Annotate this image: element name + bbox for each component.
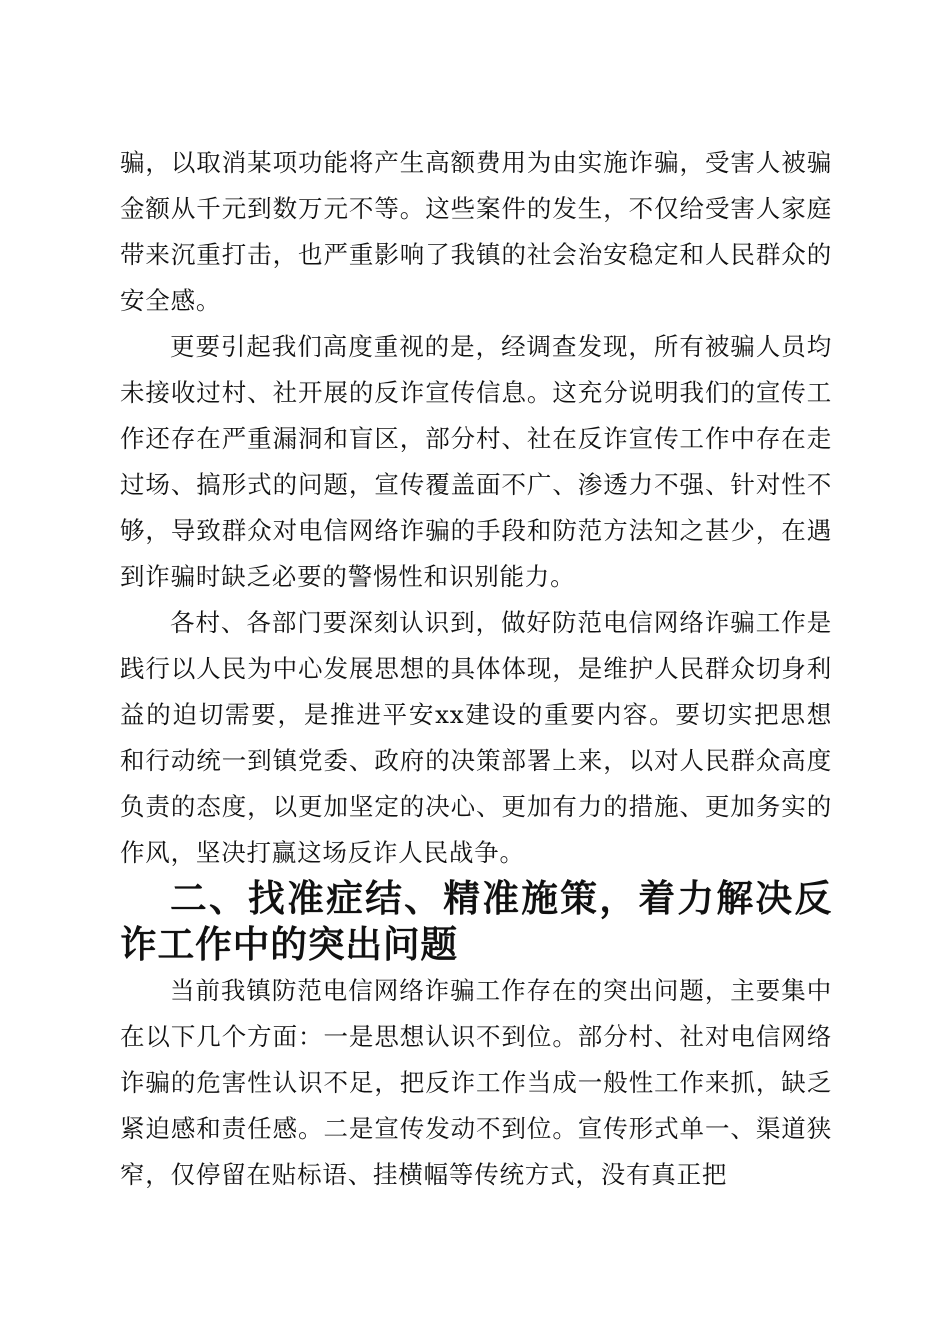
paragraph-understanding: 各村、各部门要深刻认识到，做好防范电信网络诈骗工作是践行以人民为中心发展思想的具体体现，是维护人民群众切身利益的迫切需要，是推进平安xx建设的重要内容。要切实把思想和行动统一到镇党委、政府的决策部署上来，以对人民群众高度负责的态度，以更加坚定的决心、更加有力的措施、更加务实的作风，坚决打赢这场反诈人民战争。: [120, 608, 832, 867]
document-body: [120, 140, 832, 1198]
paragraph-continuation: 骗，以取消某项功能将产生高额费用为由实施诈骗，受害人被骗金额从千元到数万元不等。这些案件的发生，不仅给受害人家庭带来沉重打击，也严重影响了我镇的社会治安稳定和人民群众的安全感。: [120, 148, 832, 315]
section-heading: 二、找准症结、精准施策，着力解决反诈工作中的突出问题: [120, 877, 832, 966]
paragraph-problems: 当前我镇防范电信网络诈骗工作存在的突出问题，主要集中在以下几个方面：一是思想认识不到位。部分村、社对电信网络诈骗的危害性认识不足，把反诈工作当成一般性工作来抓，缺乏紧迫感和责任感。二是宣传发动不到位。宣传形式单一、渠道狭窄，仅停留在贴标语、挂横幅等传统方式，没有真正把: [120, 976, 832, 1189]
paragraph-propaganda-gaps: 更要引起我们高度重视的是，经调查发现，所有被骗人员均未接收过村、社开展的反诈宣传信息。这充分说明我们的宣传工作还存在严重漏洞和盲区，部分村、社在反诈宣传工作中存在走过场、搞形式的问题，宣传覆盖面不广、渗透力不强、针对性不够，导致群众对电信网络诈骗的手段和防范方法知之甚少，在遇到诈骗时缺乏必要的警惕性和识别能力。: [120, 332, 832, 591]
